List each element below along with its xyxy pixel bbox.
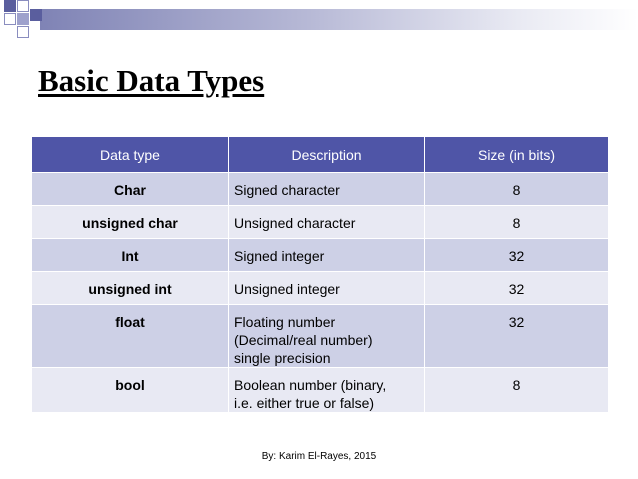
description-line: Unsigned integer [234,281,340,297]
description-line: Unsigned character [234,215,356,231]
banner-square [17,0,29,12]
cell-data-type: unsigned int [32,272,229,305]
banner-gradient [40,9,638,30]
table-header-row [32,137,609,173]
cell-data-type: Char [32,173,229,206]
description-line: Floating number [234,314,336,330]
data-types-table [31,136,609,413]
cell-size: 32 [425,239,609,272]
table-row [32,206,609,239]
header-size: Size (in bits) [425,137,609,173]
cell-description [229,206,425,239]
banner-square [4,13,16,25]
cell-description [229,239,425,272]
table-row [32,239,609,272]
table-row [32,368,609,413]
slide-footer: By: Karim El-Rayes, 2015 [261,451,377,462]
header-data-type: Data type [32,137,229,173]
table-row [32,305,609,368]
cell-data-type: float [32,305,229,368]
table-row [32,272,609,305]
cell-description [229,173,425,206]
description-line: Signed character [234,182,340,198]
decorative-banner [0,0,638,40]
cell-size: 8 [425,206,609,239]
cell-size: 32 [425,305,609,368]
table-row [32,173,609,206]
cell-data-type: unsigned char [32,206,229,239]
header-description: Description [229,137,425,173]
cell-description [229,305,425,368]
cell-data-type: Int [32,239,229,272]
cell-description [229,272,425,305]
banner-square [17,13,29,25]
description-line: Boolean number (binary, [234,377,387,393]
cell-size: 32 [425,272,609,305]
cell-size: 8 [425,173,609,206]
banner-square [4,0,16,12]
description-line: i.e. either true or false) [234,395,375,411]
description-line: Signed integer [234,248,325,264]
banner-square [30,9,42,21]
description-line: single precision [234,350,331,366]
slide-title: Basic Data Types [38,63,265,98]
banner-square [17,26,29,38]
cell-data-type: bool [32,368,229,413]
description-line: (Decimal/real number) [234,332,373,348]
cell-size: 8 [425,368,609,413]
cell-description [229,368,425,413]
